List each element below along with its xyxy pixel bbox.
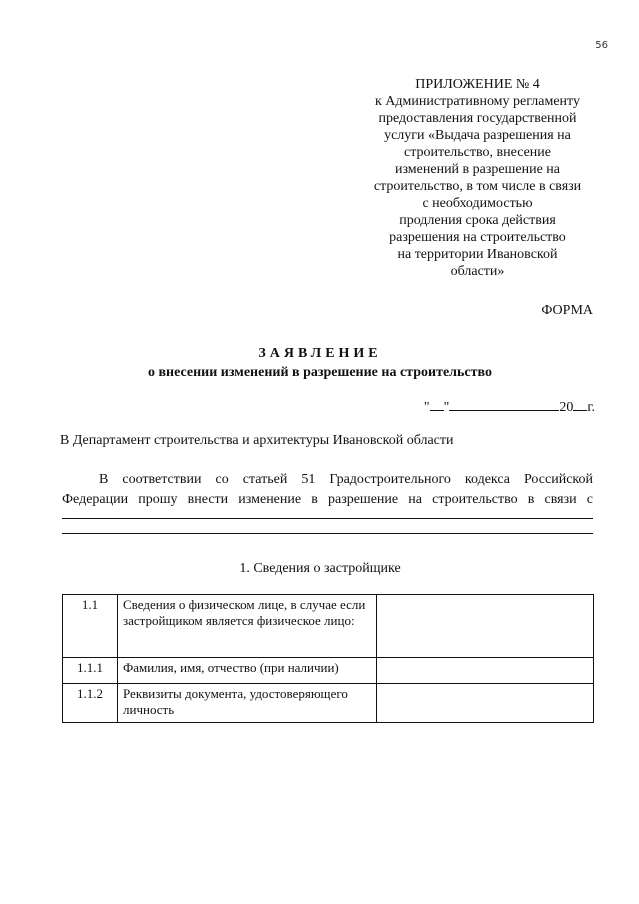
- appendix-line: на территории Ивановской: [397, 247, 558, 262]
- reason-blank-line-2[interactable]: [62, 533, 593, 534]
- appendix-header: [350, 76, 605, 280]
- month-blank[interactable]: [449, 398, 559, 411]
- table-row: [63, 658, 594, 684]
- row-number: 1.1.2: [63, 684, 118, 723]
- year-suffix: г.: [587, 400, 595, 415]
- appendix-line: разрешения на строительство: [389, 230, 566, 245]
- appendix-line: строительство, в том числе в связи: [373, 179, 582, 194]
- document-subtitle: о внесении изменений в разрешение на строительство: [148, 365, 492, 380]
- table-row: [63, 595, 594, 658]
- document-title: ЗАЯВЛЕНИЕ: [258, 346, 382, 361]
- appendix-line: предоставления государственной: [378, 111, 577, 126]
- appendix-line: ПРИЛОЖЕНИЕ № 4: [415, 77, 540, 92]
- row-label: Фамилия, имя, отчество (при наличии): [118, 658, 377, 684]
- appendix-line: с необходимостью: [422, 196, 533, 211]
- year-prefix: 20: [559, 400, 574, 415]
- appendix-line: изменений в разрешение на: [394, 162, 561, 177]
- appendix-line: строительство, внесение: [403, 145, 551, 160]
- section-title: 1. Сведения о застройщике: [239, 561, 401, 576]
- appendix-line: продления срока действия: [399, 213, 556, 228]
- appendix-line: области»: [450, 264, 505, 279]
- year-blank[interactable]: [573, 398, 587, 411]
- recipient-line: В Департамент строительства и архитектуры Ивановской области: [60, 433, 454, 448]
- row-value-cell[interactable]: [377, 595, 594, 658]
- day-blank[interactable]: [430, 398, 444, 411]
- row-value-cell[interactable]: [377, 684, 594, 723]
- table-row: [63, 684, 594, 723]
- row-number: 1.1: [63, 595, 118, 658]
- date-field[interactable]: [380, 398, 595, 416]
- reason-blank-line-1[interactable]: [62, 518, 593, 519]
- row-number: 1.1.1: [63, 658, 118, 684]
- row-value-cell[interactable]: [377, 658, 594, 684]
- form-label: ФОРМА: [541, 303, 593, 318]
- date-quote-open: ": [423, 400, 430, 415]
- row-label: Сведения о физическом лице, в случае если застройщиком является физическое лицо:: [118, 595, 377, 658]
- page-number: 56: [595, 40, 608, 51]
- appendix-line: к Административному регламенту: [375, 94, 580, 109]
- body-line-2: Федерации прошу внести изменение в разрешение на строительство в связи с: [62, 492, 593, 507]
- developer-info-table: [62, 594, 594, 723]
- body-line-1: В соответствии со статьей 51 Градостроительного кодекса Российской: [99, 472, 593, 487]
- appendix-line: услуги «Выдача разрешения на: [384, 128, 571, 143]
- body-text: [62, 470, 593, 510]
- row-label: Реквизиты документа, удостоверяющего личность: [118, 684, 377, 723]
- date-quote-close: ": [443, 400, 450, 415]
